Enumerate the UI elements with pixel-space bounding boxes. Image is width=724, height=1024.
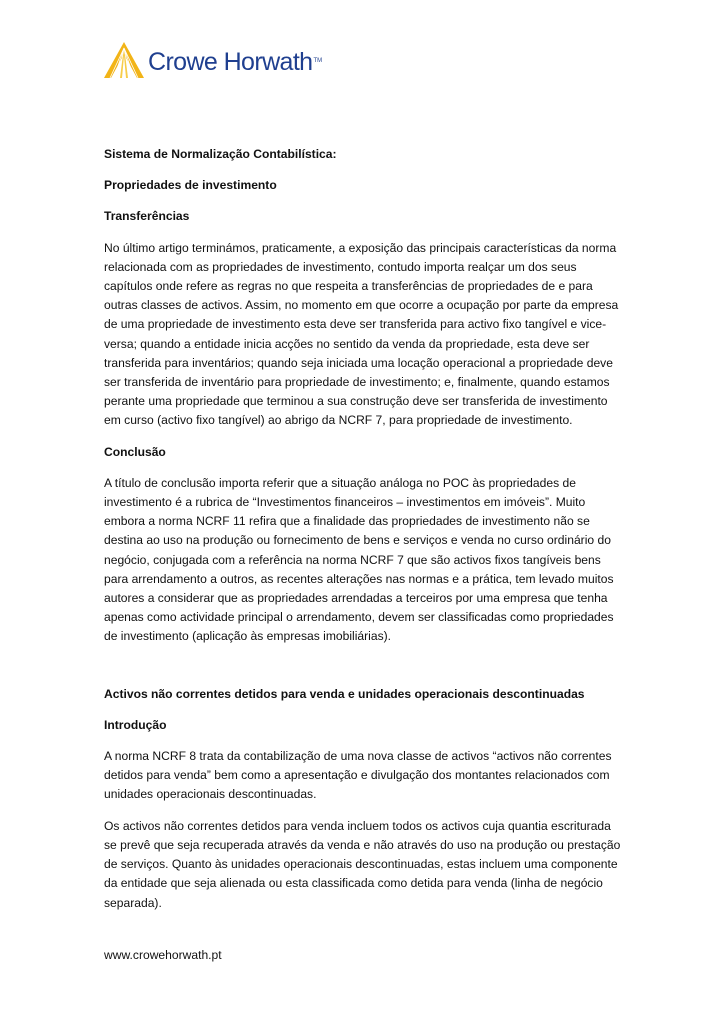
paragraph-introducao-1: A norma NCRF 8 trata da contabilização de uma nova classe de activos “activos não correntes detidos para venda” bem como a apresentação e divulgação dos montantes relacionados com unidades operacionais descontinuadas.	[104, 749, 612, 802]
document-subtitle: Propriedades de investimento	[104, 178, 277, 193]
footer-website-link[interactable]: www.crowehorwath.pt	[104, 948, 222, 962]
heading-transferencias: Transferências	[104, 209, 190, 224]
crowe-horwath-logo-icon	[104, 42, 144, 80]
company-logo	[104, 42, 322, 80]
brand-name: Crowe Horwath	[148, 47, 313, 76]
paragraph-introducao-2: Os activos não correntes detidos para venda incluem todos os activos cuja quantia escriturada se prevê que seja recuperada através da venda e não através do uso na produção ou prestação de serviços. Quanto às unidades operacionais descontinuadas, estas incluem uma componente da entidade que seja alienada ou esta classificada como detida para venda (linha de negócio separada).	[104, 818, 621, 910]
heading-conclusao: Conclusão	[104, 444, 166, 459]
heading-introducao: Introdução	[104, 717, 167, 732]
brand-trademark: TM	[313, 58, 323, 64]
paragraph-transferencias: No último artigo terminámos, praticamente, a exposição das principais características da norma relacionada com as propriedades de investimento, contudo importa realçar um dos seus capítulos onde refere as regras no que respeita a transferências de propriedades de e para outras classes de activos. Assim, no momento em que ocorre a ocupação por parte da empresa de uma propriedade de investimento esta deve ser transferida para activo fixo tangível e vice-versa; quando a entidade inicia acções no sentido da venda da propriedade, esta deve ser transferida para inventários; quando seja iniciada uma locação operacional a propriedade deve ser transferida de inventário para propriedade de investimento; e, finalmente, quando estamos perante uma propriedade que terminou a sua construção deve ser transferida de investimento em curso (activo fixo tangível) ao abrigo da NCRF 7, para propriedade de investimento.	[104, 240, 619, 428]
paragraph-conclusao: A título de conclusão importa referir que a situação análoga no POC às propriedades de investimento é a rubrica de “Investimentos financeiros – investimentos em imóveis”. Muito embora a norma NCRF 11 refira que a finalidade das propriedades de investimento não se destina ao uso na produção ou fornecimento de bens e serviços e venda no curso ordinário do negócio, conjugada com a referência na norma NCRF 7 que são activos fixos tangíveis bens para arrendamento a outros, as recentes alterações nas normas e a prática, tem levado muitos autores a considerar que as propriedades arrendadas a terceiros por uma empresa que tenha apenas como actividade principal o arrendamento, devem ser classificadas como propriedades de investimento (aplicação às empresas imobiliárias).	[104, 475, 614, 644]
document-title: Sistema de Normalização Contabilística:	[104, 147, 337, 161]
article-body	[104, 145, 624, 913]
heading-activos: Activos não correntes detidos para venda e unidades operacionais descontinuadas	[104, 686, 585, 701]
